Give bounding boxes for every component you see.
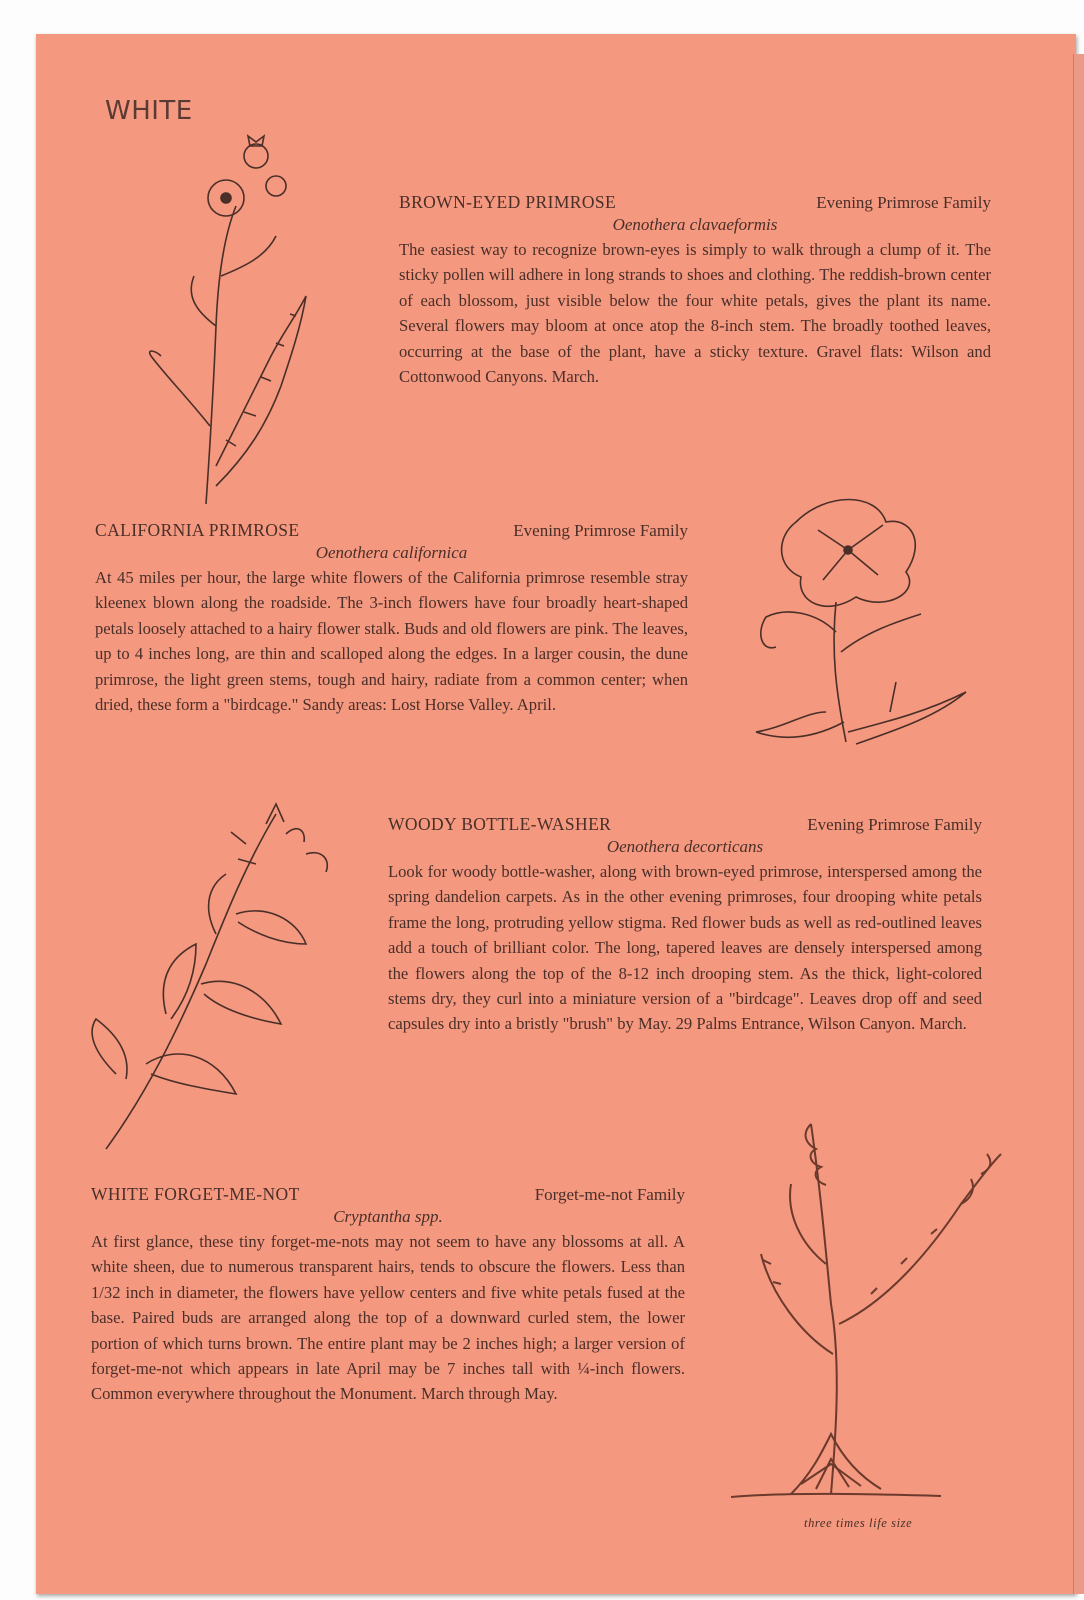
scientific-name: Oenothera clavaeformis	[612, 215, 778, 234]
scientific-name: Oenothera decorticans	[606, 837, 764, 856]
brown-eyed-primrose-illustration	[106, 126, 326, 506]
family-name: Evening Primrose Family	[807, 815, 982, 834]
family-name: Evening Primrose Family	[513, 521, 688, 540]
entry-brown-eyed-primrose	[399, 192, 991, 389]
family-name: Forget-me-not Family	[534, 1185, 685, 1204]
entry-white-forget-me-not	[91, 1184, 685, 1407]
entry-california-primrose	[95, 520, 688, 717]
booklet-page	[36, 34, 1076, 1594]
description: Look for woody bottle-washer, along with brown-eyed primrose, interspersed among the spring dandelion carpets. As in the other evening primroses, four drooping white petals frame the long, protruding yellow stigma. Red flower buds as well as red-outlined leaves add a touch of brilliant color. The long, tapered leaves are densely interspersed among the flowers along the top of the 8-12 inch drooping stem. As the thick, light-colored stems dry, they curl into a miniature version of a "birdcage". Leaves drop off and seed capsules dry into a bristly "brush" by May. 29 Palms Entrance, Wilson Canyon. March.	[388, 862, 982, 1034]
entry-woody-bottle-washer	[388, 814, 982, 1037]
section-heading: WHITE	[105, 96, 193, 126]
common-name: WHITE FORGET-ME-NOT	[91, 1184, 300, 1204]
common-name: CALIFORNIA PRIMROSE	[95, 520, 300, 540]
scientific-name: Oenothera californica	[315, 543, 468, 562]
forget-me-not-illustration	[731, 1104, 1006, 1504]
page-edge	[1073, 54, 1084, 1594]
description: At 45 miles per hour, the large white flowers of the California primrose resemble stray kleenex blown along the roadside. The 3-inch flowers have four broadly heart-shaped petals loosely attached to a hairy flower stalk. Buds and old flowers are pink. The leaves, up to 4 inches long, are thin and scalloped along the edges. In a larger cousin, the dune primrose, the light green stems, tough and hairy, radiate from a common center; when dried, these form a "birdcage." Sandy areas: Lost Horse Valley. April.	[95, 568, 688, 715]
scientific-name: Cryptantha spp.	[333, 1207, 443, 1226]
common-name: WOODY BOTTLE-WASHER	[388, 814, 612, 834]
family-name: Evening Primrose Family	[816, 193, 991, 212]
woody-bottle-washer-illustration	[86, 794, 386, 1154]
california-primrose-illustration	[736, 482, 986, 772]
common-name: BROWN-EYED PRIMROSE	[399, 192, 617, 212]
description: At first glance, these tiny forget-me-nots may not seem to have any blossoms at all. A white sheen, due to numerous transparent hairs, tends to obscure the flowers. Less than 1/32 inch in diameter, the flowers have yellow centers and five white petals fused at the base. Paired buds are arranged along the top of a downward curled stem, the lower portion of which turns brown. The entire plant may be 2 inches high; a larger version of forget-me-not which appears in late April may be 7 inches tall with ¼-inch flowers. Common everywhere throughout the Monument. March through May.	[91, 1232, 685, 1404]
description: The easiest way to recognize brown-eyes is simply to walk through a clump of it. The sticky pollen will adhere in long strands to shoes and clothing. The reddish-brown center of each blossom, just visible below the four white petals, gives the plant its name. Several flowers may bloom at once atop the 8-inch stem. The broadly toothed leaves, occurring at the base of the plant, have a sticky texture. Gravel flats: Wilson and Cottonwood Canyons. March.	[399, 240, 991, 387]
illustration-caption: three times life size	[804, 1516, 913, 1530]
